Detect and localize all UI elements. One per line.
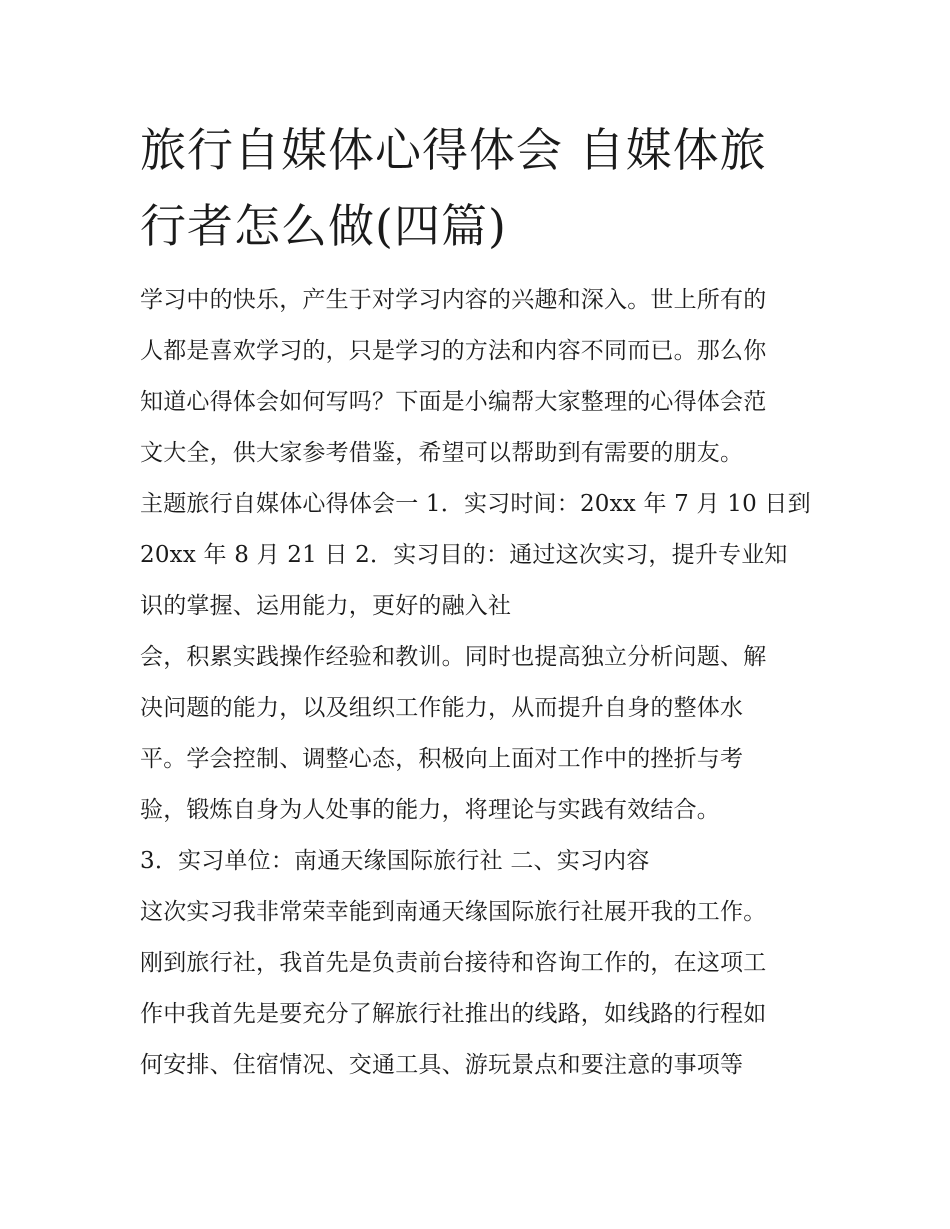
paragraph-line: 何安排、住宿情况、交通工具、游玩景点和要注意的事项等	[140, 1052, 744, 1078]
paragraph-line: 20xx 年 8 月 21 日 2．实习目的：通过这次实习，提升专业知	[140, 542, 788, 568]
page-title	[140, 112, 820, 264]
paragraph-line: 知道心得体会如何写吗？下面是小编帮大家整理的心得体会范	[140, 389, 767, 415]
paragraph-line: 学习中的快乐，产生于对学习内容的兴趣和深入。世上所有的	[140, 287, 767, 313]
paragraph-line: 验，锻炼自身为人处事的能力，将理论与实践有效结合。	[140, 797, 720, 823]
paragraph-line: 人都是喜欢学习的，只是学习的方法和内容不同而已。那么你	[140, 338, 767, 364]
paragraph-line: 3．实习单位：南通天缘国际旅行社 二、实习内容	[140, 848, 650, 874]
paragraph-line: 识的掌握、运用能力，更好的融入社	[140, 593, 512, 619]
title-line: 旅行自媒体心得体会 自媒体旅	[140, 123, 767, 177]
paragraph-line: 主题旅行自媒体心得体会一 1．实习时间：20xx 年 7 月 10 日到	[140, 491, 811, 517]
paragraph-line: 作中我首先是要充分了解旅行社推出的线路，如线路的行程如	[140, 1001, 767, 1027]
paragraph-line: 平。学会控制、调整心态，积极向上面对工作中的挫折与考	[140, 746, 744, 772]
paragraph-line: 刚到旅行社，我首先是负责前台接待和咨询工作的，在这项工	[140, 950, 767, 976]
paragraph-line: 文大全，供大家参考借鉴，希望可以帮助到有需要的朋友。	[140, 440, 744, 466]
paragraph-line: 这次实习我非常荣幸能到南通天缘国际旅行社展开我的工作。	[140, 899, 767, 925]
title-line: 行者怎么做(四篇)	[140, 199, 507, 253]
paragraph-line: 决问题的能力，以及组织工作能力，从而提升自身的整体水	[140, 695, 744, 721]
paragraph-line: 会，积累实践操作经验和教训。同时也提高独立分析问题、解	[140, 644, 767, 670]
